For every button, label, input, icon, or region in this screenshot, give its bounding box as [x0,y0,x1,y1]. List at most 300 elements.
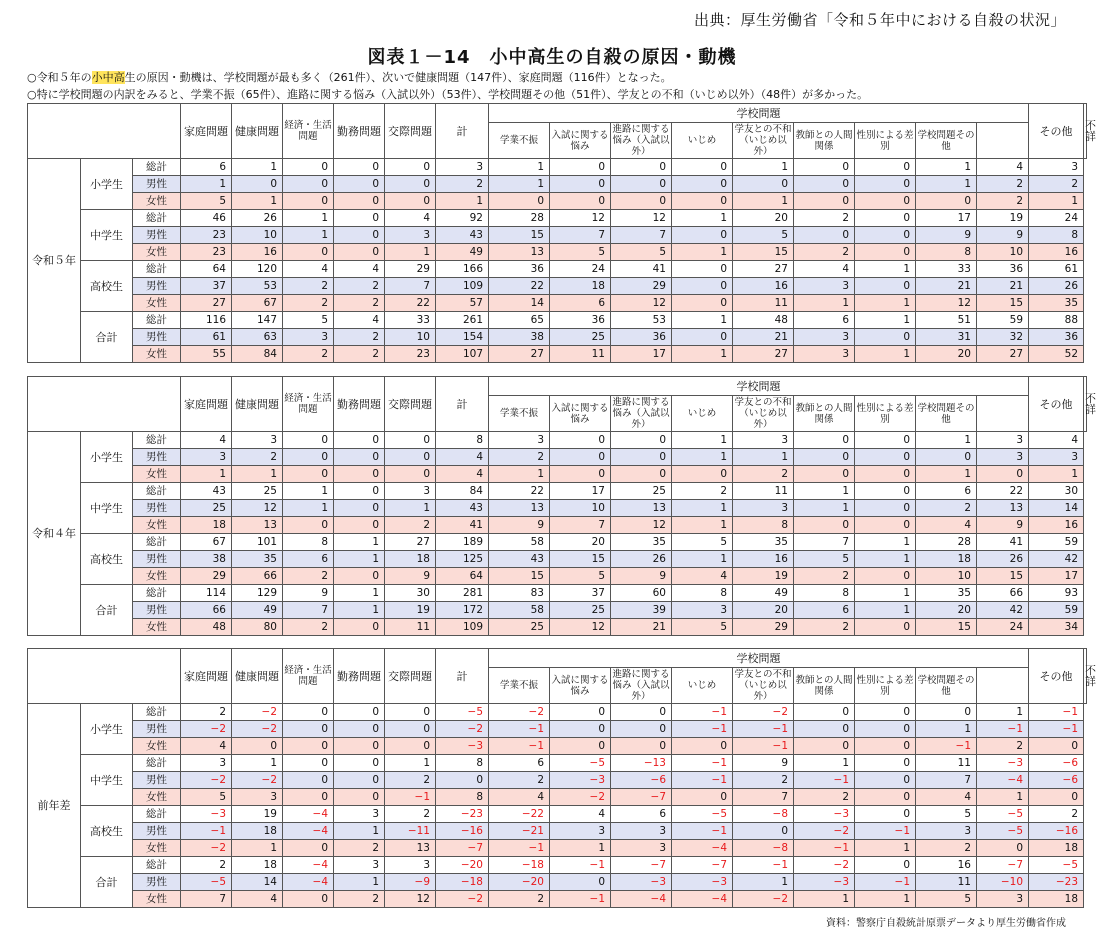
value-cell: 41 [977,534,1029,551]
value-cell: 25 [489,619,550,636]
value-cell: −3 [181,806,232,823]
value-cell: −1 [977,721,1029,738]
value-cell: 8 [436,432,489,449]
value-cell: 3 [611,840,672,857]
value-cell: 0 [550,449,611,466]
value-cell: 6 [550,295,611,312]
value-cell: 0 [283,432,334,449]
header-unknown: 不詳 [1084,377,1087,432]
value-cell: 1 [855,891,916,908]
value-cell: −22 [489,806,550,823]
value-cell: 1 [334,874,385,891]
value-cell: 2 [283,278,334,295]
value-cell: 66 [232,568,283,585]
value-cell: 0 [733,176,794,193]
value-cell: −7 [611,789,672,806]
value-cell: 2 [977,193,1029,210]
school-level-label: 高校生 [81,261,133,312]
value-cell: 0 [855,210,916,227]
value-cell: 0 [672,329,733,346]
header-teacher: 教師との人間関係 [794,123,855,159]
value-cell: 2 [977,738,1029,755]
value-cell: 36 [489,261,550,278]
header-work: 勤務問題 [334,649,385,704]
value-cell: 2 [489,449,550,466]
value-cell: −2 [733,891,794,908]
value-cell: 0 [794,466,855,483]
header-gender: 性別による差別 [855,123,916,159]
value-cell: 1 [794,483,855,500]
year-label: 令和４年 [28,432,81,636]
value-cell: 0 [283,772,334,789]
value-cell: 0 [385,449,436,466]
table-row [28,329,1087,346]
school-level-label: 中学生 [81,755,133,806]
row-category-label: 女性 [133,789,181,806]
value-cell: −3 [977,755,1029,772]
value-cell: −1 [733,738,794,755]
header-total: 計 [436,104,489,159]
value-cell: −2 [181,721,232,738]
school-level-label: 合計 [81,312,133,363]
value-cell: 8 [1029,227,1084,244]
value-cell: 0 [334,500,385,517]
value-cell: 3 [672,602,733,619]
value-cell: 3 [733,500,794,517]
header-exam: 入試に関する悩み [550,396,611,432]
value-cell: 9 [977,517,1029,534]
value-cell: −3 [672,874,733,891]
school-level-label: 合計 [81,857,133,908]
value-cell: 2 [334,891,385,908]
value-cell: −1 [733,857,794,874]
value-cell: 20 [916,602,977,619]
value-cell: 17 [1029,568,1084,585]
value-cell: 1 [733,874,794,891]
table-row [28,891,1087,908]
value-cell: 1 [855,551,916,568]
value-cell: 18 [550,278,611,295]
value-cell: −1 [672,755,733,772]
value-cell: 35 [1029,295,1084,312]
header-school-group: 学校問題 [489,649,1029,668]
value-cell: −1 [489,840,550,857]
value-cell: 25 [550,329,611,346]
header-academic: 学業不振 [489,123,550,159]
table-row [28,193,1087,210]
value-cell: 26 [977,551,1029,568]
header-relationship: 交際問題 [385,104,436,159]
value-cell: 0 [334,517,385,534]
value-cell: 36 [977,261,1029,278]
value-cell: 66 [181,602,232,619]
value-cell: 1 [672,312,733,329]
value-cell: 18 [232,823,283,840]
value-cell: 0 [916,449,977,466]
value-cell: 37 [550,585,611,602]
value-cell: 16 [916,857,977,874]
value-cell: 4 [334,312,385,329]
header-work: 勤務問題 [334,377,385,432]
value-cell: 3 [334,857,385,874]
value-cell: 281 [436,585,489,602]
value-cell: 120 [232,261,283,278]
value-cell: 5 [916,891,977,908]
value-cell: −13 [611,755,672,772]
value-cell: 14 [232,874,283,891]
table-row [28,772,1087,789]
value-cell: 12 [611,210,672,227]
value-cell: 41 [436,517,489,534]
value-cell: 0 [283,755,334,772]
header-school-other: 学校問題その他 [916,396,977,432]
value-cell: 29 [385,261,436,278]
value-cell: 88 [1029,312,1084,329]
header-health: 健康問題 [232,649,283,704]
value-cell: 21 [733,329,794,346]
header-other: その他 [1029,377,1084,432]
value-cell: −2 [550,789,611,806]
summary-note-2: ○特に学校問題の内訳をみると、学業不振（65件）、進路に関する悩み（入試以外）（53件）、学校問題その他（51件）、学友との不和（いじめ以外）（48件）が多かった。 [27,88,869,101]
value-cell: 63 [232,329,283,346]
value-cell: −1 [1029,721,1084,738]
value-cell: 0 [672,278,733,295]
value-cell: 7 [550,517,611,534]
value-cell: 0 [977,466,1029,483]
value-cell: 0 [611,432,672,449]
value-cell: 154 [436,329,489,346]
value-cell: 16 [733,278,794,295]
value-cell: 0 [334,244,385,261]
value-cell: 2 [181,857,232,874]
table-row [28,755,1087,772]
row-category-label: 男性 [133,874,181,891]
value-cell: 38 [181,551,232,568]
value-cell: 59 [1029,534,1084,551]
value-cell: 0 [672,789,733,806]
value-cell: 0 [385,721,436,738]
header-health: 健康問題 [232,104,283,159]
value-cell: 1 [1029,193,1084,210]
value-cell: 101 [232,534,283,551]
value-cell: 6 [916,483,977,500]
value-cell: 42 [1029,551,1084,568]
value-cell: 18 [1029,891,1084,908]
header-health: 健康問題 [232,377,283,432]
value-cell: 13 [611,500,672,517]
value-cell: 16 [733,551,794,568]
row-category-label: 男性 [133,721,181,738]
value-cell: 49 [436,244,489,261]
value-cell: 1 [385,500,436,517]
value-cell: 0 [794,517,855,534]
value-cell: 4 [916,517,977,534]
header-exam: 入試に関する悩み [550,668,611,704]
value-cell: 7 [550,227,611,244]
header-other: その他 [1029,649,1084,704]
value-cell: 0 [334,449,385,466]
value-cell: 4 [916,789,977,806]
value-cell: 1 [916,721,977,738]
value-cell: 0 [283,466,334,483]
value-cell: 2 [672,483,733,500]
value-cell: 61 [1029,261,1084,278]
value-cell: 1 [232,755,283,772]
value-cell: 23 [385,346,436,363]
value-cell: 24 [1029,210,1084,227]
value-cell: 1 [334,534,385,551]
value-cell: 2 [733,772,794,789]
value-cell: 13 [489,500,550,517]
value-cell: 12 [611,295,672,312]
value-cell: 0 [550,738,611,755]
value-cell: −23 [1029,874,1084,891]
value-cell: 0 [334,210,385,227]
value-cell: 4 [436,449,489,466]
header-family: 家庭問題 [181,649,232,704]
value-cell: −5 [977,823,1029,840]
value-cell: 0 [334,193,385,210]
value-cell: 0 [672,159,733,176]
value-cell: 0 [283,159,334,176]
value-cell: 12 [916,295,977,312]
value-cell: 3 [611,823,672,840]
value-cell: 1 [334,585,385,602]
value-cell: −6 [611,772,672,789]
value-cell: 5 [550,568,611,585]
value-cell: 4 [181,432,232,449]
value-cell: 1 [181,176,232,193]
value-cell: 109 [436,619,489,636]
figure-title: 図表１－14 小中高生の自殺の原因・動機 [367,47,737,68]
value-cell: 27 [385,534,436,551]
corner-cell [28,104,181,159]
value-cell: 0 [855,806,916,823]
data-table-3 [27,648,1097,908]
value-cell: 4 [1029,432,1084,449]
row-category-label: 男性 [133,772,181,789]
value-cell: −16 [1029,823,1084,840]
value-cell: 0 [283,517,334,534]
value-cell: 0 [672,295,733,312]
value-cell: −4 [977,772,1029,789]
value-cell: 84 [232,346,283,363]
value-cell: 15 [977,568,1029,585]
value-cell: 0 [855,738,916,755]
value-cell: 12 [232,500,283,517]
value-cell: 0 [916,193,977,210]
value-cell: 0 [794,738,855,755]
value-cell: 0 [283,193,334,210]
value-cell: 1 [672,517,733,534]
table-row [28,278,1087,295]
value-cell: −4 [611,891,672,908]
value-cell: 51 [916,312,977,329]
value-cell: 26 [232,210,283,227]
value-cell: 25 [232,483,283,500]
value-cell: 1 [672,244,733,261]
row-category-label: 女性 [133,295,181,312]
highlighted-text: 小中高 [91,71,125,84]
value-cell: 12 [550,210,611,227]
value-cell: 11 [733,483,794,500]
row-category-label: 男性 [133,227,181,244]
row-category-label: 総計 [133,210,181,227]
value-cell: 7 [283,602,334,619]
header-total: 計 [436,649,489,704]
value-cell: 1 [181,466,232,483]
value-cell: 20 [916,346,977,363]
value-cell: 0 [855,483,916,500]
value-cell: 36 [550,312,611,329]
row-category-label: 男性 [133,551,181,568]
value-cell: 37 [181,278,232,295]
table-row [28,721,1087,738]
value-cell: 28 [489,210,550,227]
value-cell: 6 [283,551,334,568]
value-cell: 22 [977,483,1029,500]
table-row [28,551,1087,568]
table-row [28,857,1087,874]
value-cell: −5 [181,874,232,891]
table-row [28,840,1087,857]
value-cell: 0 [550,721,611,738]
value-cell: 65 [489,312,550,329]
value-cell: 12 [385,891,436,908]
value-cell: 41 [611,261,672,278]
header-family: 家庭問題 [181,377,232,432]
value-cell: 0 [855,568,916,585]
corner-cell [28,649,181,704]
value-cell: 84 [436,483,489,500]
value-cell: 1 [489,466,550,483]
value-cell: 3 [385,227,436,244]
value-cell: 9 [385,568,436,585]
value-cell: 1 [794,755,855,772]
table-row [28,466,1087,483]
value-cell: 1 [916,432,977,449]
value-cell: 59 [1029,602,1084,619]
value-cell: 9 [283,585,334,602]
header-school-other: 学校問題その他 [916,123,977,159]
value-cell: 64 [181,261,232,278]
value-cell: 0 [550,432,611,449]
value-cell: −1 [916,738,977,755]
value-cell: −5 [672,806,733,823]
value-cell: 11 [733,295,794,312]
value-cell: 0 [283,891,334,908]
value-cell: 0 [385,738,436,755]
value-cell: 19 [977,210,1029,227]
value-cell: 8 [916,244,977,261]
value-cell: 5 [611,244,672,261]
table-row [28,619,1087,636]
value-cell: 1 [334,551,385,568]
value-cell: 0 [334,619,385,636]
row-category-label: 女性 [133,193,181,210]
value-cell: 22 [489,278,550,295]
value-cell: 1 [855,295,916,312]
value-cell: 0 [672,738,733,755]
value-cell: 32 [977,329,1029,346]
value-cell: 0 [855,432,916,449]
value-cell: 3 [232,432,283,449]
value-cell: 0 [794,432,855,449]
value-cell: 7 [794,534,855,551]
value-cell: 3 [181,449,232,466]
value-cell: 10 [977,244,1029,261]
value-cell: 67 [181,534,232,551]
value-cell: 0 [385,466,436,483]
value-cell: 2 [385,772,436,789]
value-cell: 33 [916,261,977,278]
value-cell: −1 [855,874,916,891]
row-category-label: 女性 [133,840,181,857]
value-cell: 7 [181,891,232,908]
header-school-other: 学校問題その他 [916,668,977,704]
header-career: 進路に関する悩み（入試以外） [612,397,670,430]
value-cell: 22 [489,483,550,500]
value-cell: −2 [794,823,855,840]
value-cell: 35 [733,534,794,551]
value-cell: −1 [489,738,550,755]
value-cell: 1 [1029,466,1084,483]
value-cell: 1 [672,432,733,449]
value-cell: 2 [232,449,283,466]
value-cell: 0 [232,738,283,755]
value-cell: 3 [977,891,1029,908]
value-cell: 7 [611,227,672,244]
header-unknown: 不詳 [1084,104,1087,159]
value-cell: 58 [489,534,550,551]
value-cell: 0 [283,738,334,755]
value-cell: 2 [283,568,334,585]
row-category-label: 総計 [133,704,181,721]
value-cell: 16 [1029,517,1084,534]
value-cell: 24 [550,261,611,278]
value-cell: −1 [385,789,436,806]
value-cell: −4 [283,874,334,891]
value-cell: −1 [794,772,855,789]
value-cell: 9 [489,517,550,534]
value-cell: 15 [489,227,550,244]
value-cell: 0 [385,193,436,210]
value-cell: 20 [733,210,794,227]
value-cell: 0 [672,466,733,483]
value-cell: 4 [283,261,334,278]
value-cell: 0 [283,244,334,261]
table-row [28,738,1087,755]
value-cell: −18 [436,874,489,891]
value-cell: −2 [436,891,489,908]
header-teacher: 教師との人間関係 [794,668,855,704]
value-cell: 13 [232,517,283,534]
value-cell: 9 [916,227,977,244]
row-category-label: 男性 [133,278,181,295]
header-school-group: 学校問題 [489,104,1029,123]
value-cell: 0 [855,704,916,721]
value-cell: 1 [672,449,733,466]
value-cell: 17 [611,346,672,363]
value-cell: 0 [550,704,611,721]
value-cell: 109 [436,278,489,295]
value-cell: −2 [489,704,550,721]
value-cell: 189 [436,534,489,551]
row-category-label: 女性 [133,244,181,261]
value-cell: 0 [385,176,436,193]
value-cell: 0 [855,755,916,772]
row-category-label: 女性 [133,891,181,908]
